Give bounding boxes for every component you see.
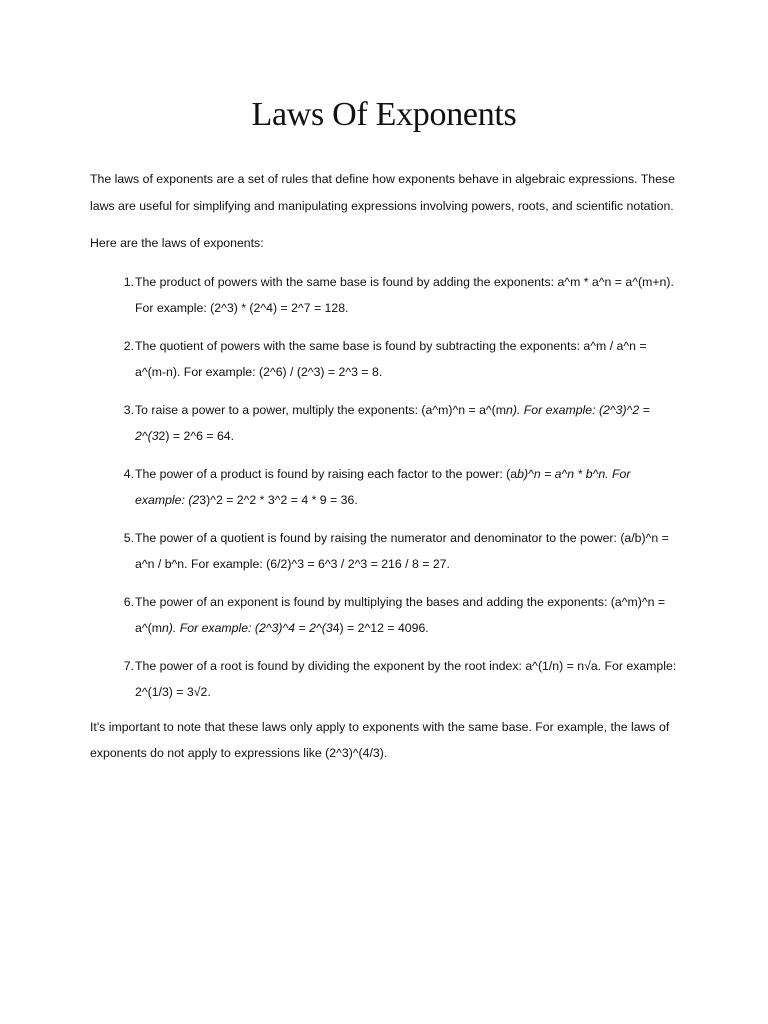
law-text xyxy=(135,461,678,514)
law-text-segment: To raise a power to a power, multiply the exponents: (a^m)^n = a^(m xyxy=(135,402,507,417)
law-number-cell xyxy=(90,589,135,642)
law-number-cell xyxy=(90,653,135,706)
closing-paragraph: It's important to note that these laws only apply to exponents with the same base. For example, the laws of exponents do not apply to expressions like (2^3)^(4/3). xyxy=(90,719,670,760)
page-title: Laws Of Exponents xyxy=(251,96,517,133)
law-number-cell xyxy=(90,461,135,514)
law-text xyxy=(135,397,678,450)
law-number-cell xyxy=(90,397,135,450)
law-text-segment: The power of an exponent is found by multiplying the bases and adding the exponents: (a^m)^n = a^(m xyxy=(135,594,666,635)
law-number: 3. xyxy=(123,402,134,417)
law-text-italic: b)^n = a^n * b^n. For example: (2 xyxy=(135,466,631,507)
law-text-segment: The power of a product is found by raising each factor to the power: (a xyxy=(135,466,518,481)
law-number: 5. xyxy=(123,530,134,545)
law-text-italic: n). For example: (2^3)^2 = 2^(3 xyxy=(135,402,650,443)
law-number: 6. xyxy=(123,594,134,609)
law-text-segment: The power of a root is found by dividing the exponent by the root index: a^(1/n) = n√a. For example: 2^(1/3) = 3√2. xyxy=(135,658,677,699)
law-number: 4. xyxy=(123,466,134,481)
law-number: 1. xyxy=(123,274,134,289)
law-text xyxy=(135,333,678,386)
law-item xyxy=(90,269,678,322)
law-item xyxy=(90,461,678,514)
law-text xyxy=(135,653,678,706)
law-number-cell xyxy=(90,525,135,578)
law-text-segment: The quotient of powers with the same base is found by subtracting the exponents: a^m / a^n = a^(m-n). For example: (2^6) / (2^3) = 2^3 = 8. xyxy=(135,338,647,379)
lead-paragraph: Here are the laws of exponents: xyxy=(90,236,264,250)
law-text xyxy=(135,269,678,322)
law-text xyxy=(135,589,678,642)
law-item xyxy=(90,525,678,578)
law-text-segment: The product of powers with the same base is found by adding the exponents: a^m * a^n = a^(m+n). For example: (2^3) * (2^4) = 2^7 = 128. xyxy=(135,274,674,315)
law-text xyxy=(135,525,678,578)
law-item xyxy=(90,589,678,642)
law-text-segment: The power of a quotient is found by raising the numerator and denominator to the power: (a/b)^n = a^n / b^n. For example: (6/2)^3 = 6^3 / 2^3 = 216 / 8 = 27. xyxy=(135,530,669,571)
laws-list xyxy=(90,269,678,706)
law-text-segment: 2) = 2^6 = 64. xyxy=(158,429,235,443)
law-item xyxy=(90,397,678,450)
law-text-segment: 4) = 2^12 = 4096. xyxy=(332,621,429,635)
law-item xyxy=(90,653,678,706)
law-number-cell xyxy=(90,269,135,322)
law-number: 2. xyxy=(123,338,134,353)
law-number: 7. xyxy=(123,658,134,673)
law-item xyxy=(90,333,678,386)
law-text-segment: 3)^2 = 2^2 * 3^2 = 4 * 9 = 36. xyxy=(199,493,358,507)
law-text-italic: n). For example: (2^3)^4 = 2^(3 xyxy=(161,621,333,635)
law-number-cell xyxy=(90,333,135,386)
intro-paragraph: The laws of exponents are a set of rules that define how exponents behave in algebraic expressions. These laws are useful for simplifying and manipulating expressions involving powers, roots, and scientific notation. xyxy=(90,172,675,213)
